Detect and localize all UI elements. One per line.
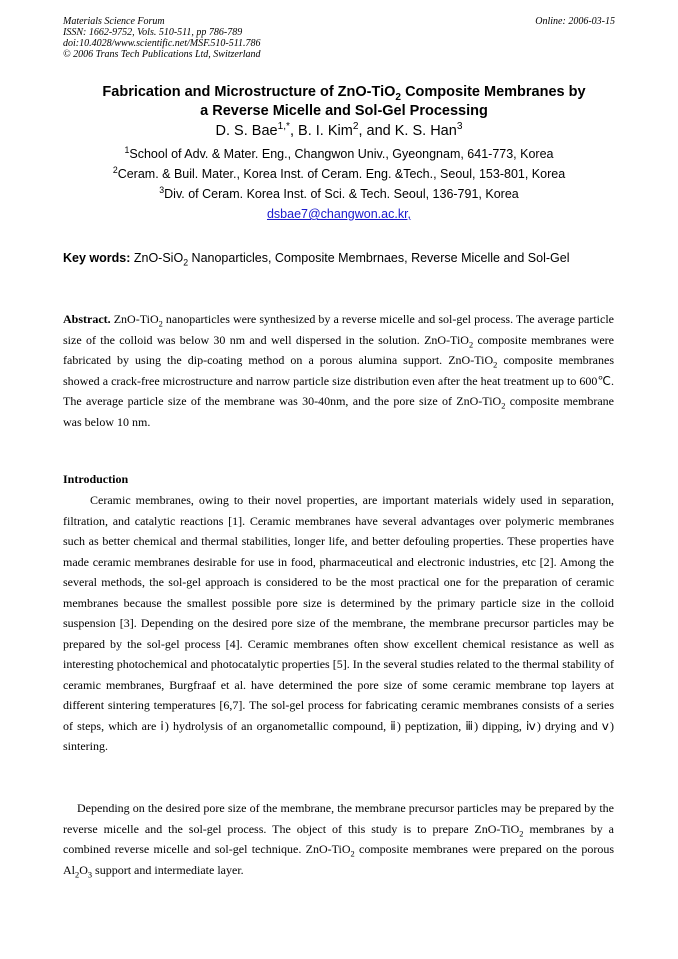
doi-line: doi:10.4028/www.scientific.net/MSF.510-511.786: [63, 38, 261, 49]
online-date: Online: 2006-03-15: [535, 16, 615, 27]
contact-email: [60, 206, 618, 222]
paper-title: Fabrication and Microstructure of ZnO-TiO$_2$ Composite Membranes by a Reverse Micelle and Sol-Gel Processing: [102, 84, 586, 119]
journal-name: Materials Science Forum: [63, 16, 165, 27]
issn-line: ISSN: 1662-9752, Vols. 510-511, pp 786-789: [63, 27, 243, 38]
journal-header: [63, 16, 261, 60]
affiliation-1: $^1$School of Adv. & Mater. Eng., Changwon Univ., Gyeongnam, 641-773, Korea: [124, 144, 554, 161]
email-link[interactable]: dsbae7@changwon.ac.kr,: [266, 207, 412, 221]
abstract: Abstract. ZnO-TiO$_2$ nanoparticles were synthesized by a reverse micelle and sol-gel process. The average particle size of the colloid was below 30 nm and well dispersed in the solution. ZnO-TiO$_2$ composite membranes were fabricated by using the dip-coating method on a porous alumina support. ZnO-TiO$_2$ composite membranes showed a crack-free microstructure and narrow particle size distribution even after the heat treatment up to 600℃. The average particle size of the membrane was 30-40nm, and the pore size of ZnO-TiO$_2$ composite membrane was below 10 nm.: [63, 312, 615, 429]
introduction-heading: Introduction: [63, 472, 129, 486]
keywords-section: Key words: ZnO-SiO$_2$ Nanoparticles, Composite Membrnaes, Reverse Micelle and Sol-Gel: [63, 251, 570, 268]
introduction-paragraph-1: Ceramic membranes, owing to their novel properties, are important materials widely used in separation, filtration, and catalytic reactions [1]. Ceramic membranes have several advantages over polymeric membranes such as better chemical and thermal stabilities, longer life, and better defouling properties. These properties have made ceramic membranes desirable for use in food, pharmaceutical and electronic industries, etc [2]. Among the several methods, the sol-gel approach is considered to be the most practical one for the preparation of ceramic membranes because the smallest possible pore size is determined by the primary particle size in the colloid suspension [3]. Depending on the desired pore size of the membrane, the membrane precursor particles may be prepared by the sol-gel process [4]. Ceramic membranes often show excellent chemical resistance as well as interesting photochemical and photocatalytic properties [5]. In the several studies related to the thermal stability of ceramic membranes, Burgfraaf et al. have determined the pore size of some ceramic membrane top layers at different sintering temperatures [6,7]. The sol-gel process for fabricating ceramic membranes consists of a series of steps, which are ⅰ) hydrolysis of an organometallic compound, ⅱ) peptization, ⅲ) dipping, ⅳ) drying and ⅴ) sintering.: [63, 493, 614, 753]
affiliation-2: $^2$Ceram. & Buil. Mater., Korea Inst. of Ceram. Eng. &Tech., Seoul, 153-801, Korea: [112, 164, 566, 181]
author-list: D. S. Bae$^{1,*}$, B. I. Kim$^2$, and K. S. Han$^3$: [215, 121, 463, 139]
introduction-paragraph-2: Depending on the desired pore size of the membrane, the membrane precursor particles may be prepared by the reverse micelle and the sol-gel process. The object of this study is to prepare ZnO-TiO$_2$ membranes by a combined reverse micelle and sol-gel technique. ZnO-TiO$_2$ composite membranes were prepared on the porous $Al_2O_3$ support and intermediate layer.: [63, 801, 615, 879]
copyright-line: © 2006 Trans Tech Publications Ltd, Switzerland: [63, 49, 261, 60]
affiliation-3: $^3$Div. of Ceram. Korea Inst. of Sci. & Tech. Seoul, 136-791, Korea: [159, 184, 519, 201]
